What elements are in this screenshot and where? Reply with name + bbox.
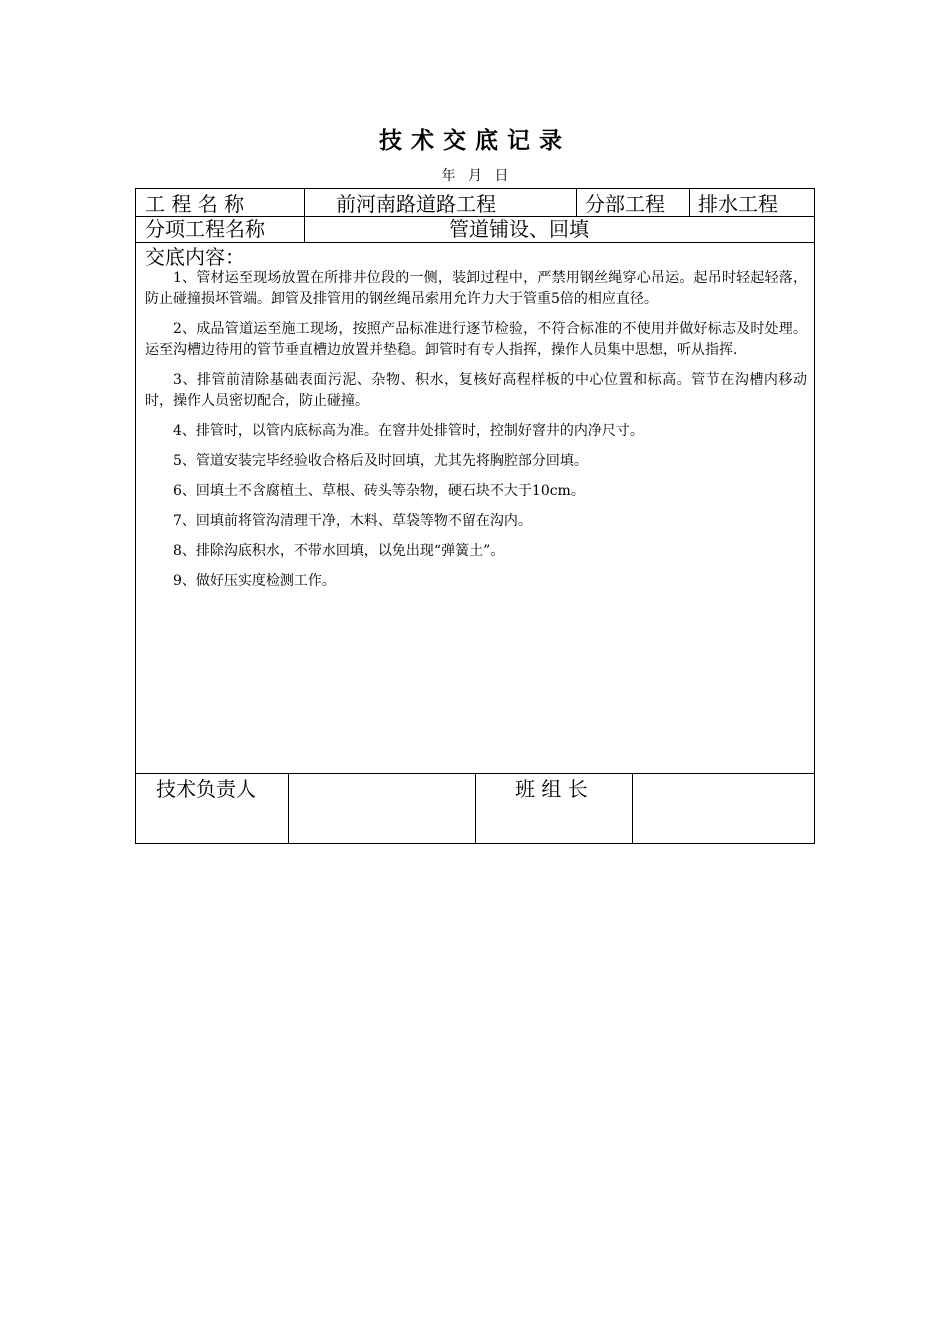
content-label: 交底内容： [145,245,245,269]
col-divider-sign-3 [632,773,633,844]
content-item: 2、成品管道运至施工现场，按照产品标准进行逐节检验，不符合标准的不使用并做好标志及时处理。运至沟槽边待用的管节垂直槽边放置并垫稳。卸管时有专人指挥，操作人员集中思想，听从指挥. [145,321,807,358]
col-divider-sign-1 [288,773,289,844]
date-line: 年 月 日 [441,168,509,184]
content-item: 9、做好压实度检测工作。 [173,573,336,589]
content-item: 3、排管前清除基础表面污泥、杂物、积水，复核好高程样板的中心位置和标高。管节在沟槽内移动时，操作人员密切配合，防止碰撞。 [145,372,807,409]
sub-item-value: 管道铺设、回填 [449,217,589,241]
project-name-label: 工 程 名 称 [145,192,245,216]
sub-division-value: 排水工程 [698,192,778,216]
tech-lead-label: 技术负责人 [156,777,256,801]
team-leader-label: 班 组 长 [515,777,588,801]
col-divider-sign-2 [475,773,476,844]
content-item: 1、管材运至现场放置在所排井位段的一侧，装卸过程中，严禁用钢丝绳穿心吊运。起吊时轻起轻落，防止碰撞损坏管端。卸管及排管用的钢丝绳吊索用允许力大于管重5倍的相应直径。 [145,270,807,307]
project-name-value: 前河南路道路工程 [336,192,496,216]
content-item: 6、回填土不含腐植土、草根、砖头等杂物，硬石块不大于10cm。 [173,483,585,499]
content-item: 7、回填前将管沟清理干净，木料、草袋等物不留在沟内。 [173,513,532,529]
sub-item-label: 分项工程名称 [145,217,265,241]
content-list [145,268,807,601]
content-item: 5、管道安装完毕经验收合格后及时回填，尤其先将胸腔部分回填。 [173,453,588,469]
col-divider-subdivision-value [689,188,690,216]
content-item: 4、排管时，以管内底标高为准。在窨井处排管时，控制好窨井的内净尺寸。 [173,423,644,439]
content-item: 8、排除沟底积水，不带水回填，以免出现“弹簧土”。 [173,543,505,559]
document-title: 技术交底记录 [379,128,571,154]
col-divider-name [304,188,305,242]
sub-division-label: 分部工程 [585,192,665,216]
col-divider-subdivision [576,188,577,216]
